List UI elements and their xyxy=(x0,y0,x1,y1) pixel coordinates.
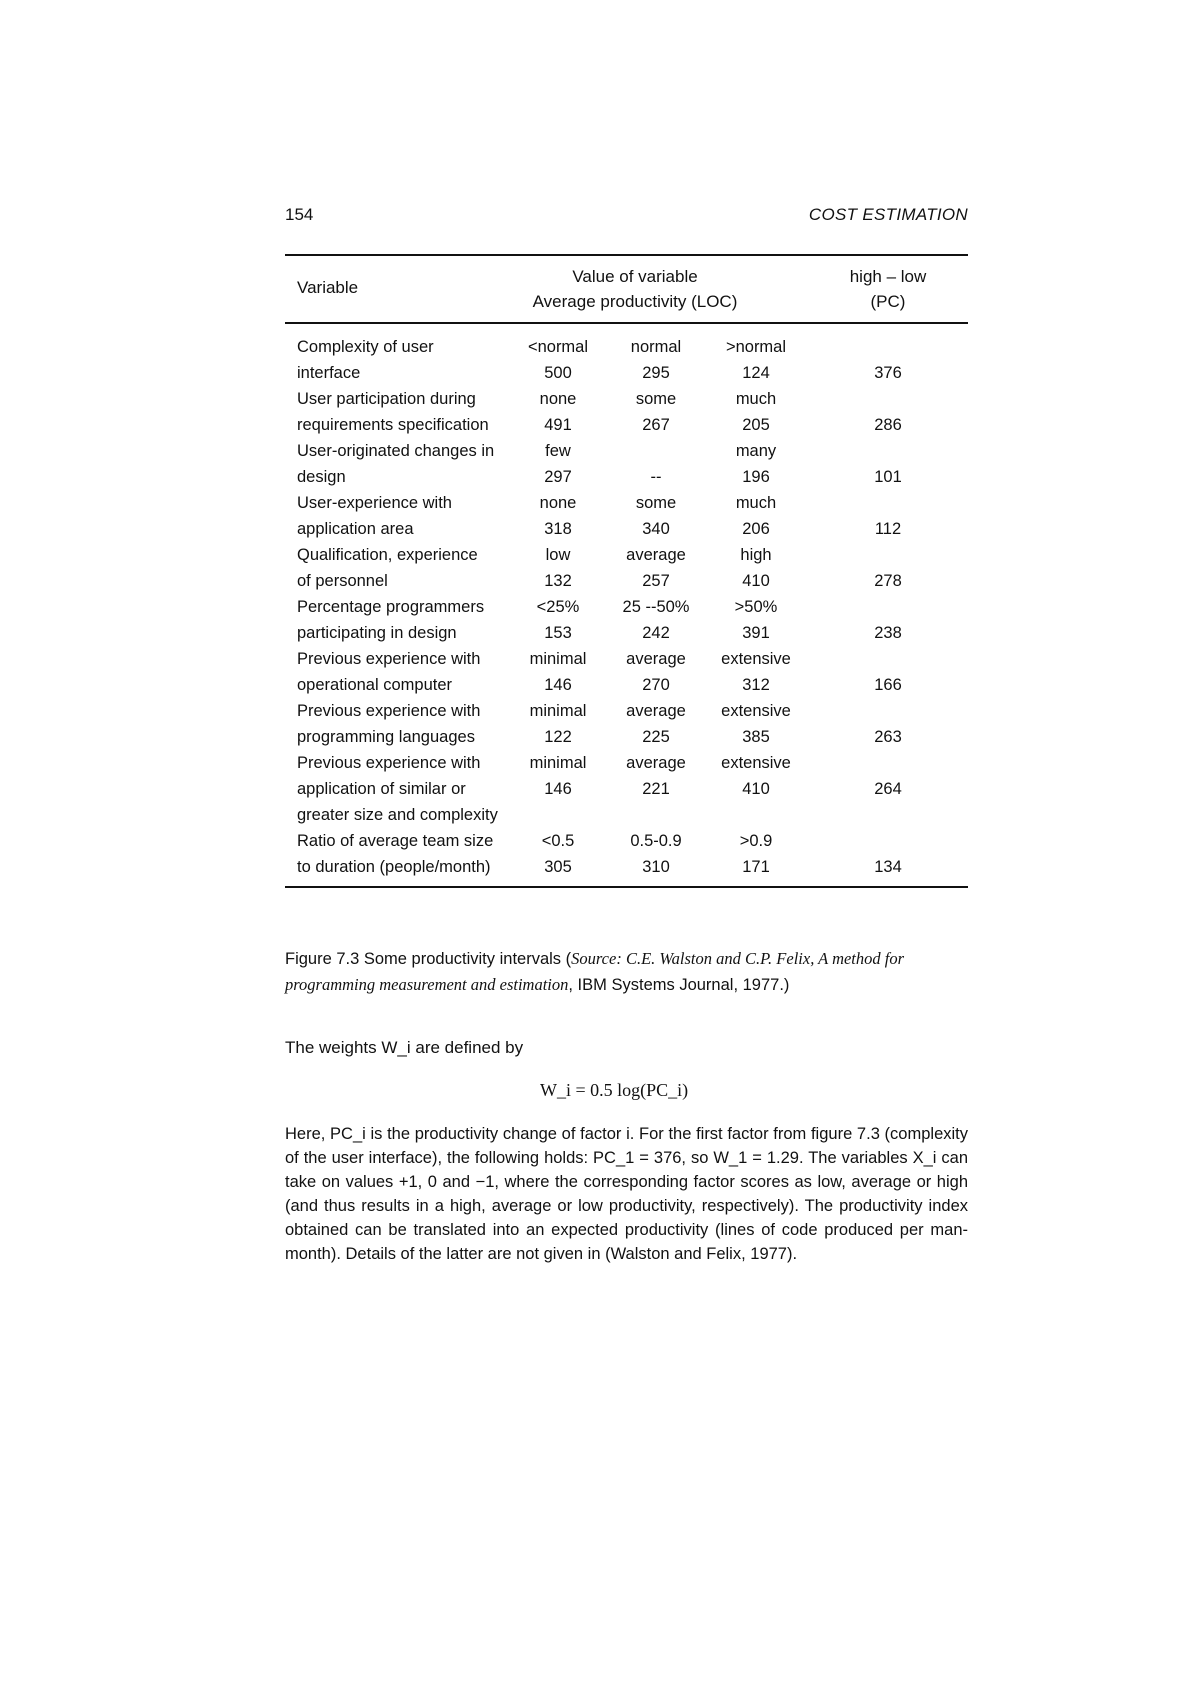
variable-name: Ratio of average team size xyxy=(297,832,494,850)
caption-source: Source: C.E. Walston and C.P. Felix, A method for programming measurement and estimation xyxy=(285,949,905,994)
productivity-high: 391 xyxy=(742,624,770,642)
level-high: many xyxy=(735,442,777,460)
productivity-low: 500 xyxy=(544,364,572,382)
variable-name: Previous experience with xyxy=(297,650,481,668)
productivity-high: 205 xyxy=(742,416,770,434)
productivity-change: 238 xyxy=(874,624,902,642)
variable-name: Previous experience with xyxy=(297,754,481,772)
level-low: low xyxy=(545,546,571,564)
variable-name-cont: design xyxy=(297,468,346,486)
level-mid: average xyxy=(626,546,686,564)
level-low: none xyxy=(539,390,577,408)
productivity-high: 385 xyxy=(742,728,770,746)
header-value-line1: Value of variable xyxy=(572,267,698,286)
body-intro: The weights W_i are defined by xyxy=(285,1038,524,1057)
productivity-high: 124 xyxy=(742,364,770,382)
productivity-mid: 295 xyxy=(642,364,670,382)
productivity-mid: 257 xyxy=(642,572,670,590)
level-high: much xyxy=(735,390,777,408)
table-bottom-rule xyxy=(285,886,968,888)
productivity-high: 410 xyxy=(742,572,770,590)
figure-caption xyxy=(285,946,968,998)
productivity-low: 132 xyxy=(544,572,572,590)
table-row xyxy=(285,542,968,594)
productivity-low: 122 xyxy=(544,728,572,746)
header-value-of-variable xyxy=(515,264,755,314)
level-mid: 0.5-0.9 xyxy=(630,832,682,850)
productivity-mid: 267 xyxy=(642,416,670,434)
page-number: 154 xyxy=(285,205,314,224)
level-mid: average xyxy=(626,754,686,772)
table-row xyxy=(285,646,968,698)
caption-prefix: Figure 7.3 Some productivity intervals ( xyxy=(285,950,572,968)
level-low: minimal xyxy=(529,702,587,720)
variable-name: Complexity of user xyxy=(297,338,434,356)
level-high: extensive xyxy=(721,754,791,772)
table-body xyxy=(285,324,968,886)
productivity-change: 376 xyxy=(874,364,902,382)
productivity-change: 166 xyxy=(874,676,902,694)
level-mid: normal xyxy=(630,338,682,356)
variable-name: Previous experience with xyxy=(297,702,481,720)
header-pc-line1: high – low xyxy=(849,267,927,286)
header-pc xyxy=(833,264,943,314)
table-row xyxy=(285,828,968,880)
level-mid: 25 --50% xyxy=(622,598,690,616)
level-low: none xyxy=(539,494,577,512)
variable-name-cont: to duration (people/month) xyxy=(297,858,491,876)
productivity-change: 264 xyxy=(874,780,902,798)
productivity-low: 153 xyxy=(544,624,572,642)
level-mid: average xyxy=(626,702,686,720)
productivity-change: 101 xyxy=(874,468,902,486)
variable-name-cont: interface xyxy=(297,364,361,382)
table-row xyxy=(285,698,968,750)
productivity-mid: 340 xyxy=(642,520,670,538)
variable-name-cont: requirements specification xyxy=(297,416,489,434)
variable-name: Percentage programmers xyxy=(297,598,485,616)
productivity-mid: 310 xyxy=(642,858,670,876)
level-high: extensive xyxy=(721,702,791,720)
level-low: minimal xyxy=(529,650,587,668)
header-pc-line2: (PC) xyxy=(870,292,906,311)
productivity-mid: 242 xyxy=(642,624,670,642)
table-row xyxy=(285,386,968,438)
table-row xyxy=(285,334,968,386)
table-row xyxy=(285,490,968,542)
level-mid: some xyxy=(635,494,677,512)
header-variable: Variable xyxy=(297,278,359,297)
level-low: <normal xyxy=(527,338,589,356)
header-value-line2: Average productivity (LOC) xyxy=(532,292,738,311)
productivity-change: 286 xyxy=(874,416,902,434)
level-mid: some xyxy=(635,390,677,408)
productivity-high: 206 xyxy=(742,520,770,538)
productivity-change: 134 xyxy=(874,858,902,876)
variable-name: User-experience with xyxy=(297,494,452,512)
productivity-change: 278 xyxy=(874,572,902,590)
productivity-mid: 270 xyxy=(642,676,670,694)
productivity-mid: -- xyxy=(650,468,662,486)
body-paragraph: Here, PC_i is the productivity change of factor i. For the first factor from figure 7.3 (complexity of the user interface), the following holds: PC_1 = 376, so W_1 = 1.29. The variables X_i can take on values +1, 0 and −1, where the corresponding factor scores as low, average or high (and thus results in a high, average or low productivity, respectively). The productivity index obtained can be translated into an expected productivity (lines of code produced per man-month). Details of the latter are not given in (Walston and Felix, 1977). xyxy=(285,1125,968,1263)
productivity-change: 263 xyxy=(874,728,902,746)
variable-name: Qualification, experience xyxy=(297,546,478,564)
variable-name-cont: application area xyxy=(297,520,414,538)
productivity-low: 146 xyxy=(544,676,572,694)
level-mid: average xyxy=(626,650,686,668)
variable-name-cont: application of similar or xyxy=(297,780,466,798)
productivity-low: 318 xyxy=(544,520,572,538)
productivity-low: 305 xyxy=(544,858,572,876)
table-header xyxy=(285,256,968,322)
productivity-high: 171 xyxy=(742,858,770,876)
productivity-high: 196 xyxy=(742,468,770,486)
productivity-high: 410 xyxy=(742,780,770,798)
productivity-change: 112 xyxy=(874,520,902,538)
table-row xyxy=(285,438,968,490)
weights-equation: W_i = 0.5 log(PC_i) xyxy=(540,1080,689,1100)
variable-name: User participation during xyxy=(297,390,476,408)
variable-name: User-originated changes in xyxy=(297,442,495,460)
productivity-mid: 225 xyxy=(642,728,670,746)
level-low: <0.5 xyxy=(541,832,575,850)
productivity-low: 146 xyxy=(544,780,572,798)
level-high: >0.9 xyxy=(739,832,773,850)
productivity-mid: 221 xyxy=(642,780,670,798)
level-high: high xyxy=(740,546,772,564)
caption-suffix: , IBM Systems Journal, 1977.) xyxy=(568,976,790,994)
table-row xyxy=(285,750,968,828)
productivity-low: 491 xyxy=(544,416,572,434)
level-low: minimal xyxy=(529,754,587,772)
variable-name-cont: of personnel xyxy=(297,572,388,590)
level-low: few xyxy=(545,442,571,460)
variable-name-cont: participating in design xyxy=(297,624,457,642)
productivity-low: 297 xyxy=(544,468,572,486)
level-low: <25% xyxy=(536,598,580,616)
level-high: much xyxy=(735,494,777,512)
productivity-table xyxy=(285,254,968,888)
variable-name-cont: programming languages xyxy=(297,728,475,746)
running-head: COST ESTIMATION xyxy=(808,205,968,224)
level-high: >normal xyxy=(725,338,787,356)
variable-name-cont: greater size and complexity xyxy=(297,806,498,824)
level-high: >50% xyxy=(734,598,778,616)
variable-name-cont: operational computer xyxy=(297,676,453,694)
table-row xyxy=(285,594,968,646)
level-high: extensive xyxy=(721,650,791,668)
productivity-high: 312 xyxy=(742,676,770,694)
